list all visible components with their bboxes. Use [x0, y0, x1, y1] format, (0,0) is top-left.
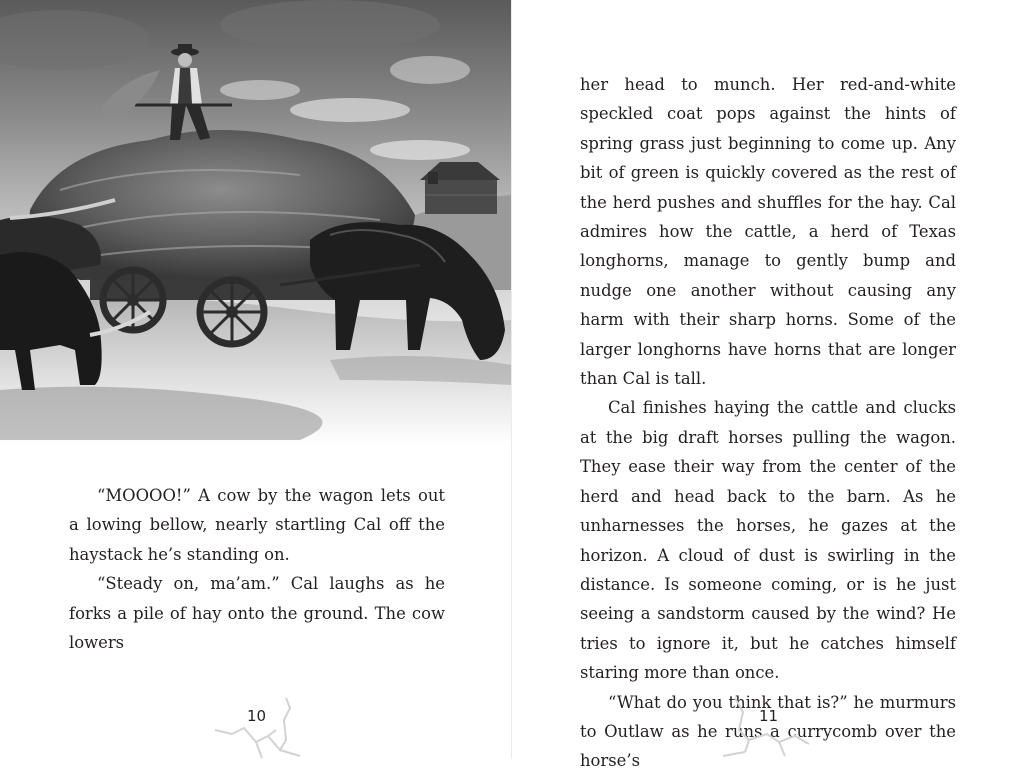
right-page-body-text — [580, 70, 956, 776]
wagon-wheel-front — [200, 280, 264, 344]
paragraph: “MOOOO!” A cow by the wagon lets out a lowing bellow, nearly startling Cal off the haystack he’s standing on. — [69, 486, 445, 564]
paragraph: her head to munch. Her red-and-white speckled coat pops against the hints of spring grass just beginning to come up. Any bit of green is quickly covered as the rest of the herd pushes and shuffles for the hay. Cal admires how the cattle, a herd of Texas longhorns, manage to gently bump and nudge one another without causing any harm with their sharp horns. Some of the larger longhorns have horns that are longer than Cal is tall. — [580, 75, 956, 389]
left-page-body-text — [69, 481, 445, 657]
right-page — [512, 0, 1024, 771]
page-number: 11 — [759, 707, 779, 725]
paragraph: Cal finishes haying the cattle and clucks at the big draft horses pulling the wagon. They ease their way from the center of the herd and head back to the barn. As he unharnesses the horses, he gazes at the horizon. A cloud of dust is swirling in the distance. Is someone coming, or is he just seeing a sandstorm caused by the wind? He tries to ignore it, but he catches himself staring more than once. — [580, 398, 956, 683]
paragraph: “Steady on, ma’am.” Cal laughs as he forks a pile of hay onto the ground. The cow lowers — [69, 574, 445, 653]
page-number: 10 — [247, 707, 267, 725]
paragraph: “What do you think that is?” he murmurs to Outlaw as he runs a currycomb over the horse’s — [580, 692, 956, 771]
hay-wagon-illustration — [0, 0, 512, 445]
left-page — [0, 0, 512, 759]
